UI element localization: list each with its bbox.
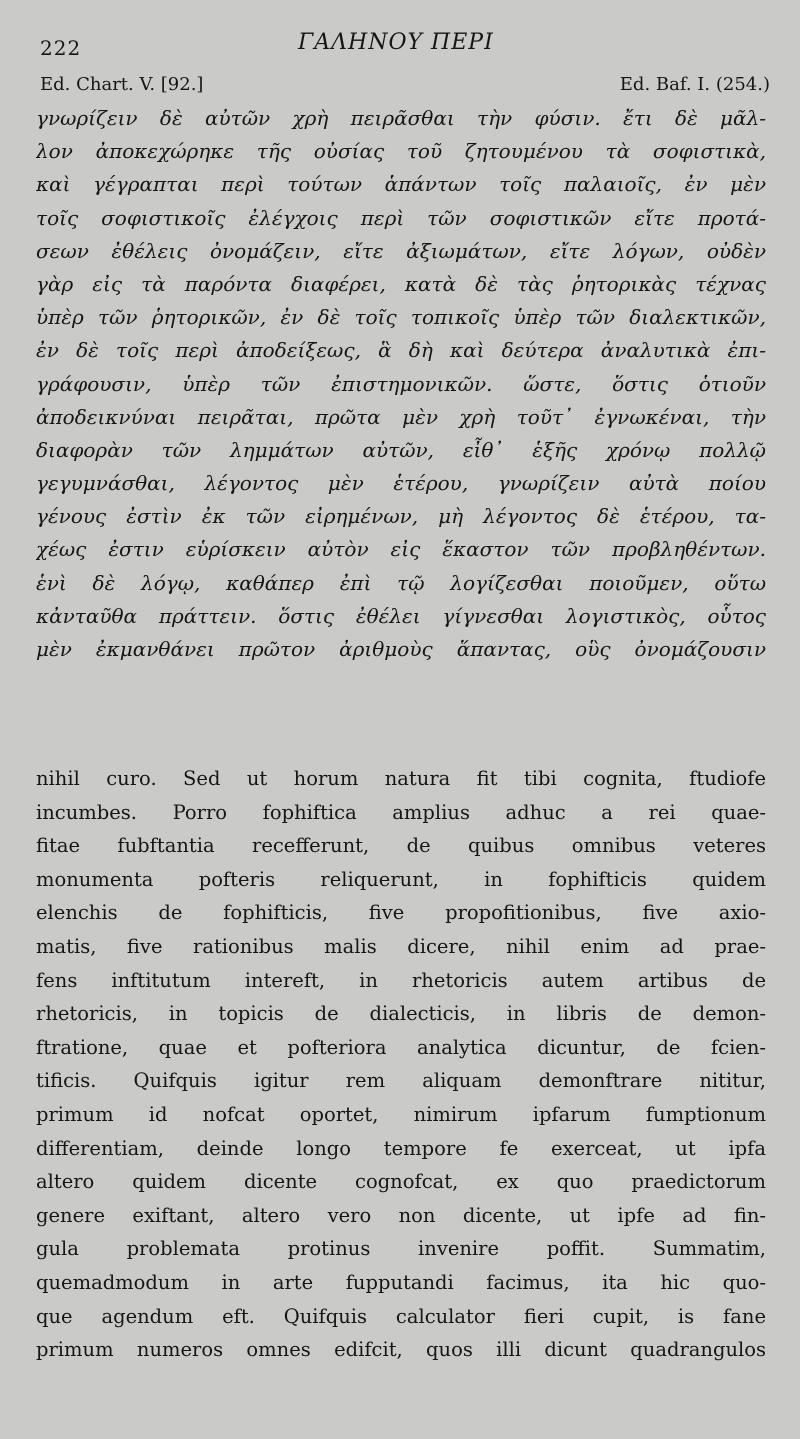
- running-title: ΓΑΛΗΝΟΥ ΠΕΡΙ: [298, 30, 494, 55]
- greek-line: ἀποδεικνύναι πειρᾶται, πρῶτα μὲν χρὴ τοῦτ᾽ ἐγνωκέναι, τὴν: [36, 404, 766, 429]
- greek-line: μὲν ἐκμανθάνει πρῶτον ἀριθμοὺς ἅπαντας, οὓς ὀνομάζουσιν: [36, 637, 766, 661]
- latin-line: nihil curo. Sed ut horum natura fit tibi cognita, ftudiofe: [36, 767, 766, 790]
- greek-line: τοῖς σοφιστικοῖς ἐλέγχοις περὶ τῶν σοφιστικῶν εἴτε προτά-: [36, 205, 766, 230]
- greek-text-block: [36, 102, 766, 666]
- latin-line: monumenta pofteris reliquerunt, in fophifticis quidem: [36, 867, 766, 891]
- latin-line: que agendum eft. Quifquis calculator fieri cupit, is fane: [36, 1304, 766, 1328]
- page-header: [40, 30, 770, 62]
- greek-line: λον ἀποκεχώρηκε τῆς οὐσίας τοῦ ζητουμένου τὰ σοφιστικὰ,: [36, 139, 766, 164]
- edition-chartier: Ed. Chart. V. [92.]: [40, 74, 204, 95]
- greek-line: καὶ γέγραπται περὶ τούτων ἁπάντων τοῖς παλαιοῖς, ἐν μὲν: [36, 172, 766, 197]
- greek-line: διαφορὰν τῶν λημμάτων αὐτῶν, εἶθ᾽ ἑξῆς χρόνῳ πολλῷ: [36, 437, 766, 462]
- latin-line: tificis. Quifquis igitur rem aliquam demonftrare nititur,: [36, 1069, 766, 1093]
- latin-line: gula problemata protinus invenire poffit. Summatim,: [36, 1237, 766, 1261]
- latin-line: rhetoricis, in topicis de dialecticis, in libris de demon-: [36, 1002, 766, 1026]
- latin-line: quemadmodum in arte fupputandi facimus, ita hic quo-: [36, 1270, 766, 1294]
- latin-line: ftratione, quae et pofteriora analytica dicuntur, de fcien-: [36, 1035, 766, 1059]
- latin-line: primum id nofcat oportet, nimirum ipfarum fumptionum: [36, 1102, 766, 1126]
- greek-line: γὰρ εἰς τὰ παρόντα διαφέρει, κατὰ δὲ τὰς ῥητορικὰς τέχνας: [36, 271, 766, 296]
- latin-line: elenchis de fophifticis, five propofitionibus, five axio-: [36, 901, 766, 925]
- latin-line: altero quidem dicente cognofcat, ex quo praedictorum: [36, 1170, 766, 1194]
- greek-line: χέως ἐστιν εὑρίσκειν αὐτὸν εἰς ἕκαστον τῶν προβληθέντων.: [36, 537, 766, 562]
- latin-line: matis, five rationibus malis dicere, nihil enim ad prae-: [36, 934, 766, 958]
- greek-line: κἀνταῦθα πράττειν. ὅστις ἐθέλει γίγνεσθαι λογιστικὸς, οὗτος: [36, 603, 766, 628]
- latin-line: incumbes. Porro fophiftica amplius adhuc a rei quae-: [36, 800, 766, 824]
- edition-references: [40, 74, 770, 102]
- greek-line: γένους ἐστὶν ἐκ τῶν εἰρημένων, μὴ λέγοντος δὲ ἑτέρου, τα-: [36, 504, 766, 529]
- greek-line: ὑπὲρ τῶν ῥητορικῶν, ἐν δὲ τοῖς τοπικοῖς ὑπὲρ τῶν διαλεκτικῶν,: [36, 305, 766, 330]
- greek-line: σεων ἐθέλεις ὀνομάζειν, εἴτε ἀξιωμάτων, εἴτε λόγων, οὐδὲν: [36, 238, 766, 263]
- page-number: 222: [40, 36, 82, 60]
- greek-line: γεγυμνάσθαι, λέγοντος μὲν ἑτέρου, γνωρίζειν αὐτὰ ποίου: [36, 471, 766, 496]
- greek-line: γνωρίζειν δὲ αὐτῶν χρὴ πειρᾶσθαι τὴν φύσιν. ἔτι δὲ μᾶλ-: [36, 106, 766, 130]
- greek-line: γράφουσιν, ὑπὲρ τῶν ἐπιστημονικῶν. ὥστε, ὅστις ὁτιοῦν: [36, 371, 766, 396]
- latin-line: genere exiftant, altero vero non dicente, ut ipfe ad fin-: [36, 1203, 766, 1227]
- edition-basel: Ed. Baf. I. (254.): [619, 74, 770, 95]
- latin-line: primum numeros omnes edifcit, quos illi dicunt quadrangulos: [36, 1338, 766, 1362]
- greek-line: ἐν δὲ τοῖς περὶ ἀποδείξεως, ἃ δὴ καὶ δεύτερα ἀναλυτικὰ ἐπι-: [36, 338, 766, 363]
- greek-line: ἑνὶ δὲ λόγῳ, καθάπερ ἐπὶ τῷ λογίζεσθαι ποιοῦμεν, οὕτω: [36, 570, 766, 595]
- latin-line: fitae fubftantia recefferunt, de quibus omnibus veteres: [36, 834, 766, 858]
- latin-text-block: [36, 762, 766, 1367]
- latin-line: fens inftitutum intereft, in rhetoricis autem artibus de: [36, 968, 766, 992]
- latin-line: differentiam, deinde longo tempore fe exerceat, ut ipfa: [36, 1136, 766, 1160]
